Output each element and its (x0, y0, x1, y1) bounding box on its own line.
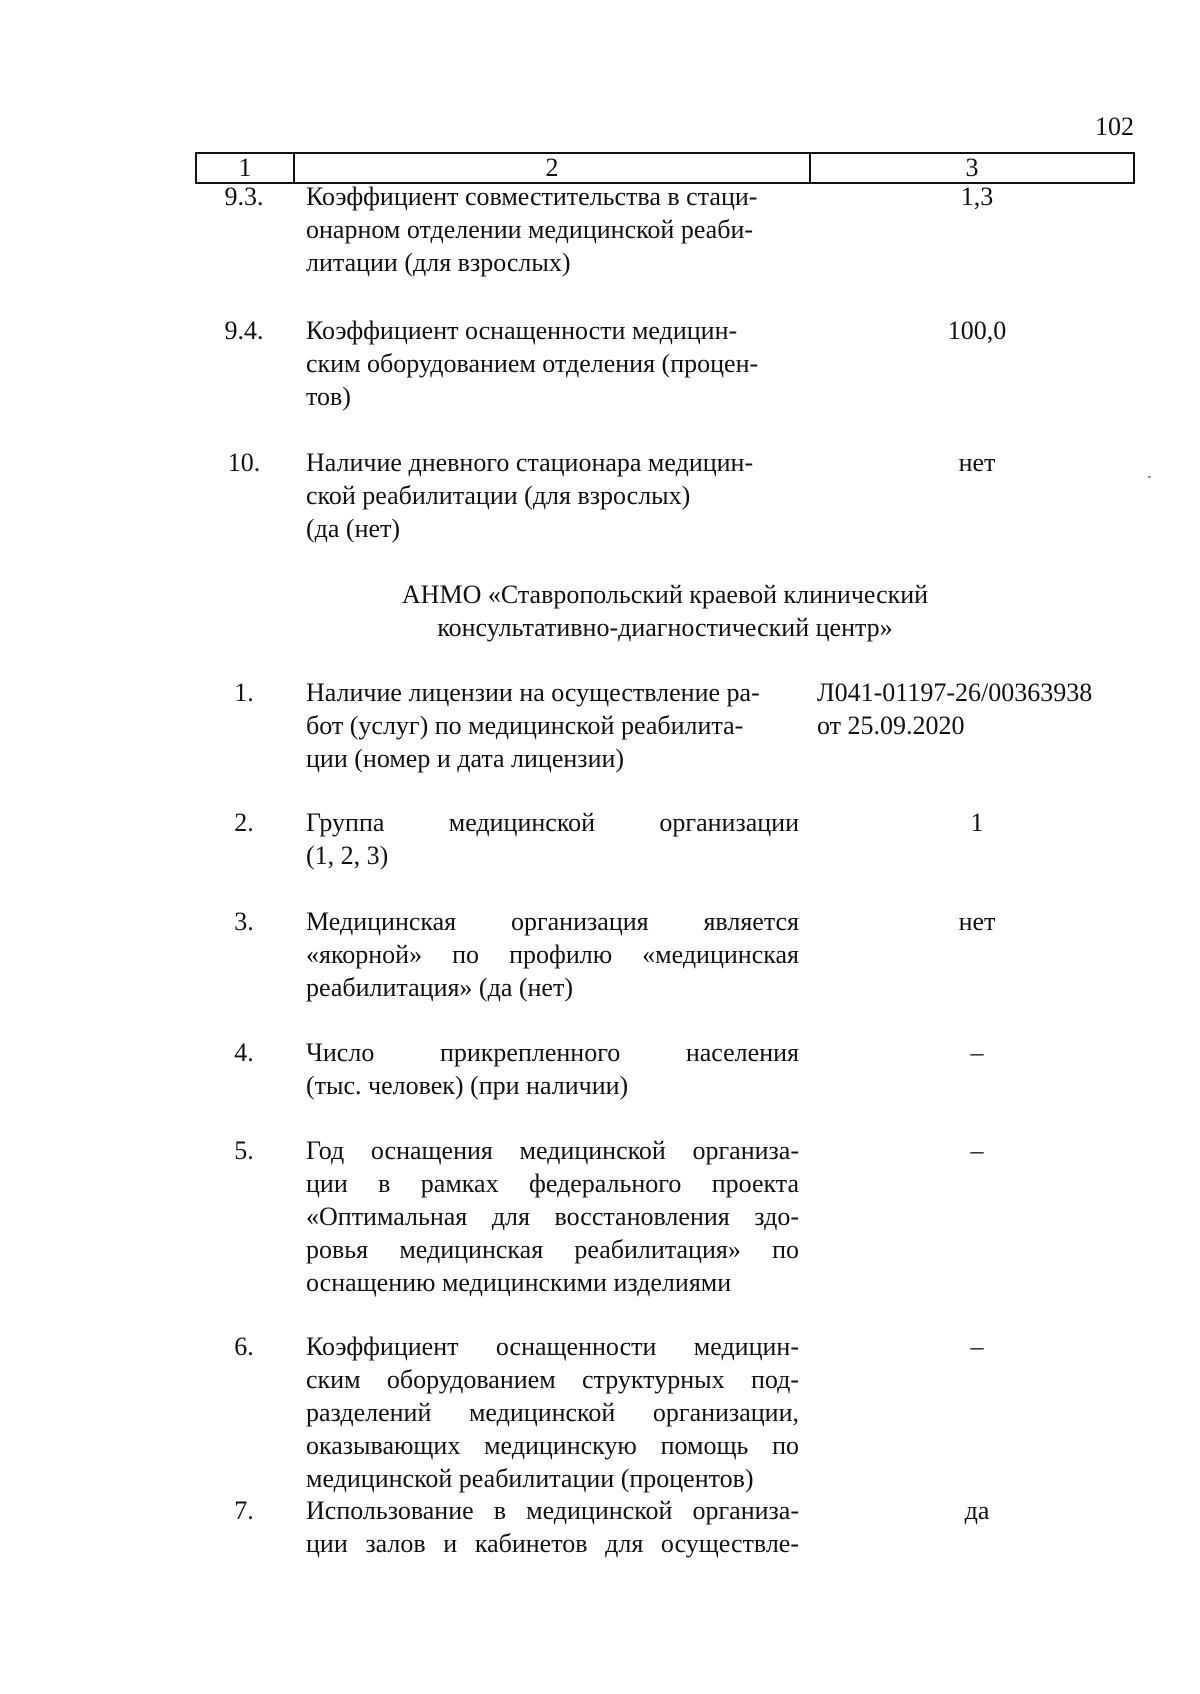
row-description: Группа медицинской организации (1, 2, 3) (306, 808, 799, 870)
row-number: 6. (234, 1332, 254, 1361)
row-description: Коэффициент оснащенности медицин- ским оборудованием структурных под- разделений медицинской организации, оказывающих медицинскую помощь по медицинской реабилитации (процентов) (306, 1332, 799, 1493)
header-col-1: 1 (197, 154, 295, 182)
row-number: 2. (234, 808, 254, 837)
row-value: нет (958, 907, 996, 936)
row-description: Медицинская организация является «якорной» по профилю «медицинская реабилитация» (да (нет) (306, 907, 799, 1002)
row-value: Л041-01197-26/00363938 от 25.09.2020 (817, 678, 1093, 740)
row-number: 9.4. (224, 316, 264, 345)
header-col-3: 3 (965, 153, 979, 182)
row-value: – (970, 1038, 984, 1067)
row-number: 5. (234, 1136, 254, 1165)
section-title: АНМО «Ставропольский краевой клинический консультативно-диагностический центр» (401, 580, 929, 642)
scan-artifact (1148, 476, 1151, 478)
row-value: да (964, 1496, 990, 1525)
row-description: Наличие дневного стационара медицин- ской реабилитации (для взрослых) (да (нет) (306, 448, 754, 543)
row-value: – (970, 1332, 984, 1361)
row-number: 3. (234, 907, 254, 936)
page-number: 102 (1095, 112, 1134, 141)
row-value: нет (958, 448, 996, 477)
row-number: 10. (227, 448, 261, 477)
row-number: 7. (234, 1496, 254, 1525)
row-value: 1,3 (960, 182, 994, 211)
row-value: – (970, 1136, 984, 1165)
row-description: Год оснащения медицинской организа- ции в рамках федерального проекта «Оптимальная для восстановления здо- ровья медицинская реабилитация» по оснащению медицинскими изделиями (306, 1136, 799, 1297)
row-value: 1 (970, 808, 984, 837)
row-description: Использование в медицинской организа- ции залов и кабинетов для осуществле- (306, 1496, 799, 1558)
header-col-2: 2 (295, 154, 811, 182)
row-description: Число прикрепленного населения (тыс. человек) (при наличии) (306, 1038, 799, 1100)
row-number: 1. (234, 678, 254, 707)
row-description: Наличие лицензии на осуществление ра- бот (услуг) по медицинской реабилита- ции (номер и дата лицензии) (306, 678, 760, 773)
row-description: Коэффициент оснащенности медицин- ским оборудованием отделения (процен- тов) (306, 316, 759, 411)
row-value: 100,0 (947, 316, 1007, 345)
row-number: 4. (234, 1038, 254, 1067)
row-number: 9.3. (224, 182, 264, 211)
row-description: Коэффициент совместительства в стаци- онарном отделении медицинской реаби- литации (для взрослых) (306, 182, 758, 277)
